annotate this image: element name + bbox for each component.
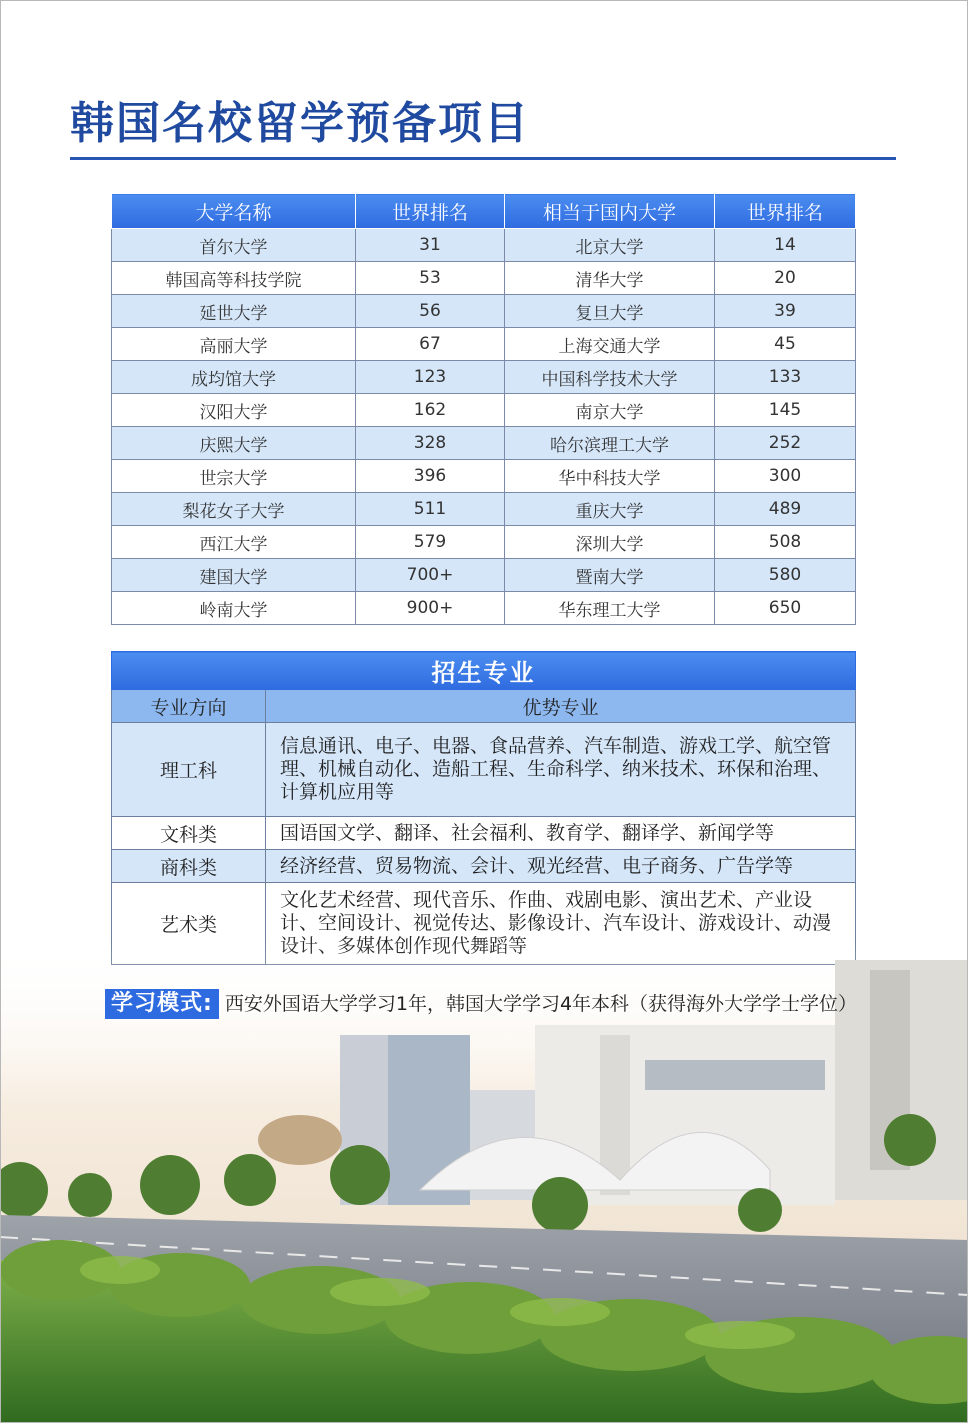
chinese-rank-cell: 20 (715, 262, 856, 295)
chinese-rank-cell: 508 (715, 526, 856, 559)
chinese-university-cell: 上海交通大学 (505, 328, 715, 361)
study-mode (105, 988, 865, 1020)
korean-university-cell: 庆熙大学 (112, 427, 356, 460)
chinese-rank-cell: 489 (715, 493, 856, 526)
major-row-liberal-arts (112, 817, 856, 850)
ranking-row (112, 559, 856, 592)
korean-rank-cell: 162 (356, 394, 505, 427)
korean-university-cell: 西江大学 (112, 526, 356, 559)
majors-banner: 招生专业 (112, 652, 856, 690)
chinese-rank-cell: 580 (715, 559, 856, 592)
majors-table (111, 651, 856, 965)
major-list: 信息通讯、电子、电器、食品营养、汽车制造、游戏工学、航空管理、机械自动化、造船工程、生命科学、纳米技术、环保和治理、计算机应用等 (266, 723, 856, 817)
ranking-row (112, 460, 856, 493)
major-category: 商科类 (112, 850, 266, 883)
ranking-row (112, 229, 856, 262)
ranking-body (112, 229, 856, 625)
major-row-business (112, 850, 856, 883)
korean-university-cell: 岭南大学 (112, 592, 356, 625)
ranking-row (112, 262, 856, 295)
chinese-university-cell: 南京大学 (505, 394, 715, 427)
ranking-row (112, 526, 856, 559)
korean-university-cell: 延世大学 (112, 295, 356, 328)
korean-rank-cell: 396 (356, 460, 505, 493)
korean-university-cell: 建国大学 (112, 559, 356, 592)
chinese-rank-cell: 39 (715, 295, 856, 328)
major-category: 文科类 (112, 817, 266, 850)
ranking-row (112, 394, 856, 427)
korean-university-cell: 成均馆大学 (112, 361, 356, 394)
major-list: 文化艺术经营、现代音乐、作曲、戏剧电影、演出艺术、产业设计、空间设计、视觉传达、影像设计、汽车设计、游戏设计、动漫 (266, 883, 856, 965)
chinese-rank-cell: 650 (715, 592, 856, 625)
korean-rank-cell: 123 (356, 361, 505, 394)
ranking-row (112, 493, 856, 526)
title-divider (70, 157, 896, 160)
chinese-university-cell: 重庆大学 (505, 493, 715, 526)
ranking-row (112, 592, 856, 625)
study-mode-text: 西安外国语大学学习1年，韩国大学学习4年本科（获得海外大学学士学位） (224, 993, 858, 1015)
chinese-university-cell: 清华大学 (505, 262, 715, 295)
major-category: 理工科 (112, 723, 266, 817)
ranking-header-row (112, 194, 856, 229)
chinese-rank-cell: 14 (715, 229, 856, 262)
header-major-direction: 专业方向 (112, 690, 266, 723)
chinese-university-cell: 华东理工大学 (505, 592, 715, 625)
major-category: 艺术类 (112, 883, 266, 965)
ranking-row (112, 295, 856, 328)
korean-rank-cell: 67 (356, 328, 505, 361)
ranking-row (112, 328, 856, 361)
chinese-rank-cell: 252 (715, 427, 856, 460)
korean-rank-cell: 900+ (356, 592, 505, 625)
korean-rank-cell: 53 (356, 262, 505, 295)
study-mode-label: 学习模式: (105, 989, 219, 1019)
korean-university-cell: 世宗大学 (112, 460, 356, 493)
chinese-university-cell: 深圳大学 (505, 526, 715, 559)
chinese-rank-cell: 300 (715, 460, 856, 493)
chinese-university-cell: 复旦大学 (505, 295, 715, 328)
ranking-table (111, 193, 856, 625)
chinese-rank-cell: 45 (715, 328, 856, 361)
korean-university-cell: 首尔大学 (112, 229, 356, 262)
ranking-row (112, 361, 856, 394)
header-world-rank-china: 世界排名 (715, 194, 856, 229)
major-list: 经济经营、贸易物流、会计、观光经营、电子商务、广告学等 (266, 850, 856, 883)
header-chinese-equivalent: 相当于国内大学 (505, 194, 715, 229)
korean-rank-cell: 31 (356, 229, 505, 262)
ranking-row (112, 427, 856, 460)
chinese-university-cell: 中国科学技术大学 (505, 361, 715, 394)
chinese-university-cell: 暨南大学 (505, 559, 715, 592)
korean-university-cell: 汉阳大学 (112, 394, 356, 427)
major-row-engineering (112, 723, 856, 817)
header-korean-university: 大学名称 (112, 194, 356, 229)
korean-university-cell: 高丽大学 (112, 328, 356, 361)
header-featured-majors: 优势专业 (266, 690, 856, 723)
header-world-rank-korea: 世界排名 (356, 194, 505, 229)
chinese-university-cell: 北京大学 (505, 229, 715, 262)
korean-rank-cell: 56 (356, 295, 505, 328)
chinese-rank-cell: 133 (715, 361, 856, 394)
chinese-university-cell: 华中科技大学 (505, 460, 715, 493)
korean-rank-cell: 511 (356, 493, 505, 526)
korean-university-cell: 梨花女子大学 (112, 493, 356, 526)
page-title: 韩国名校留学预备项目 (70, 98, 530, 149)
major-list: 国语国文学、翻译、社会福利、教育学、翻译学、新闻学等 (266, 817, 856, 850)
korean-university-cell: 韩国高等科技学院 (112, 262, 356, 295)
korean-rank-cell: 328 (356, 427, 505, 460)
chinese-rank-cell: 145 (715, 394, 856, 427)
korean-rank-cell: 700+ (356, 559, 505, 592)
korean-rank-cell: 579 (356, 526, 505, 559)
chinese-university-cell: 哈尔滨理工大学 (505, 427, 715, 460)
